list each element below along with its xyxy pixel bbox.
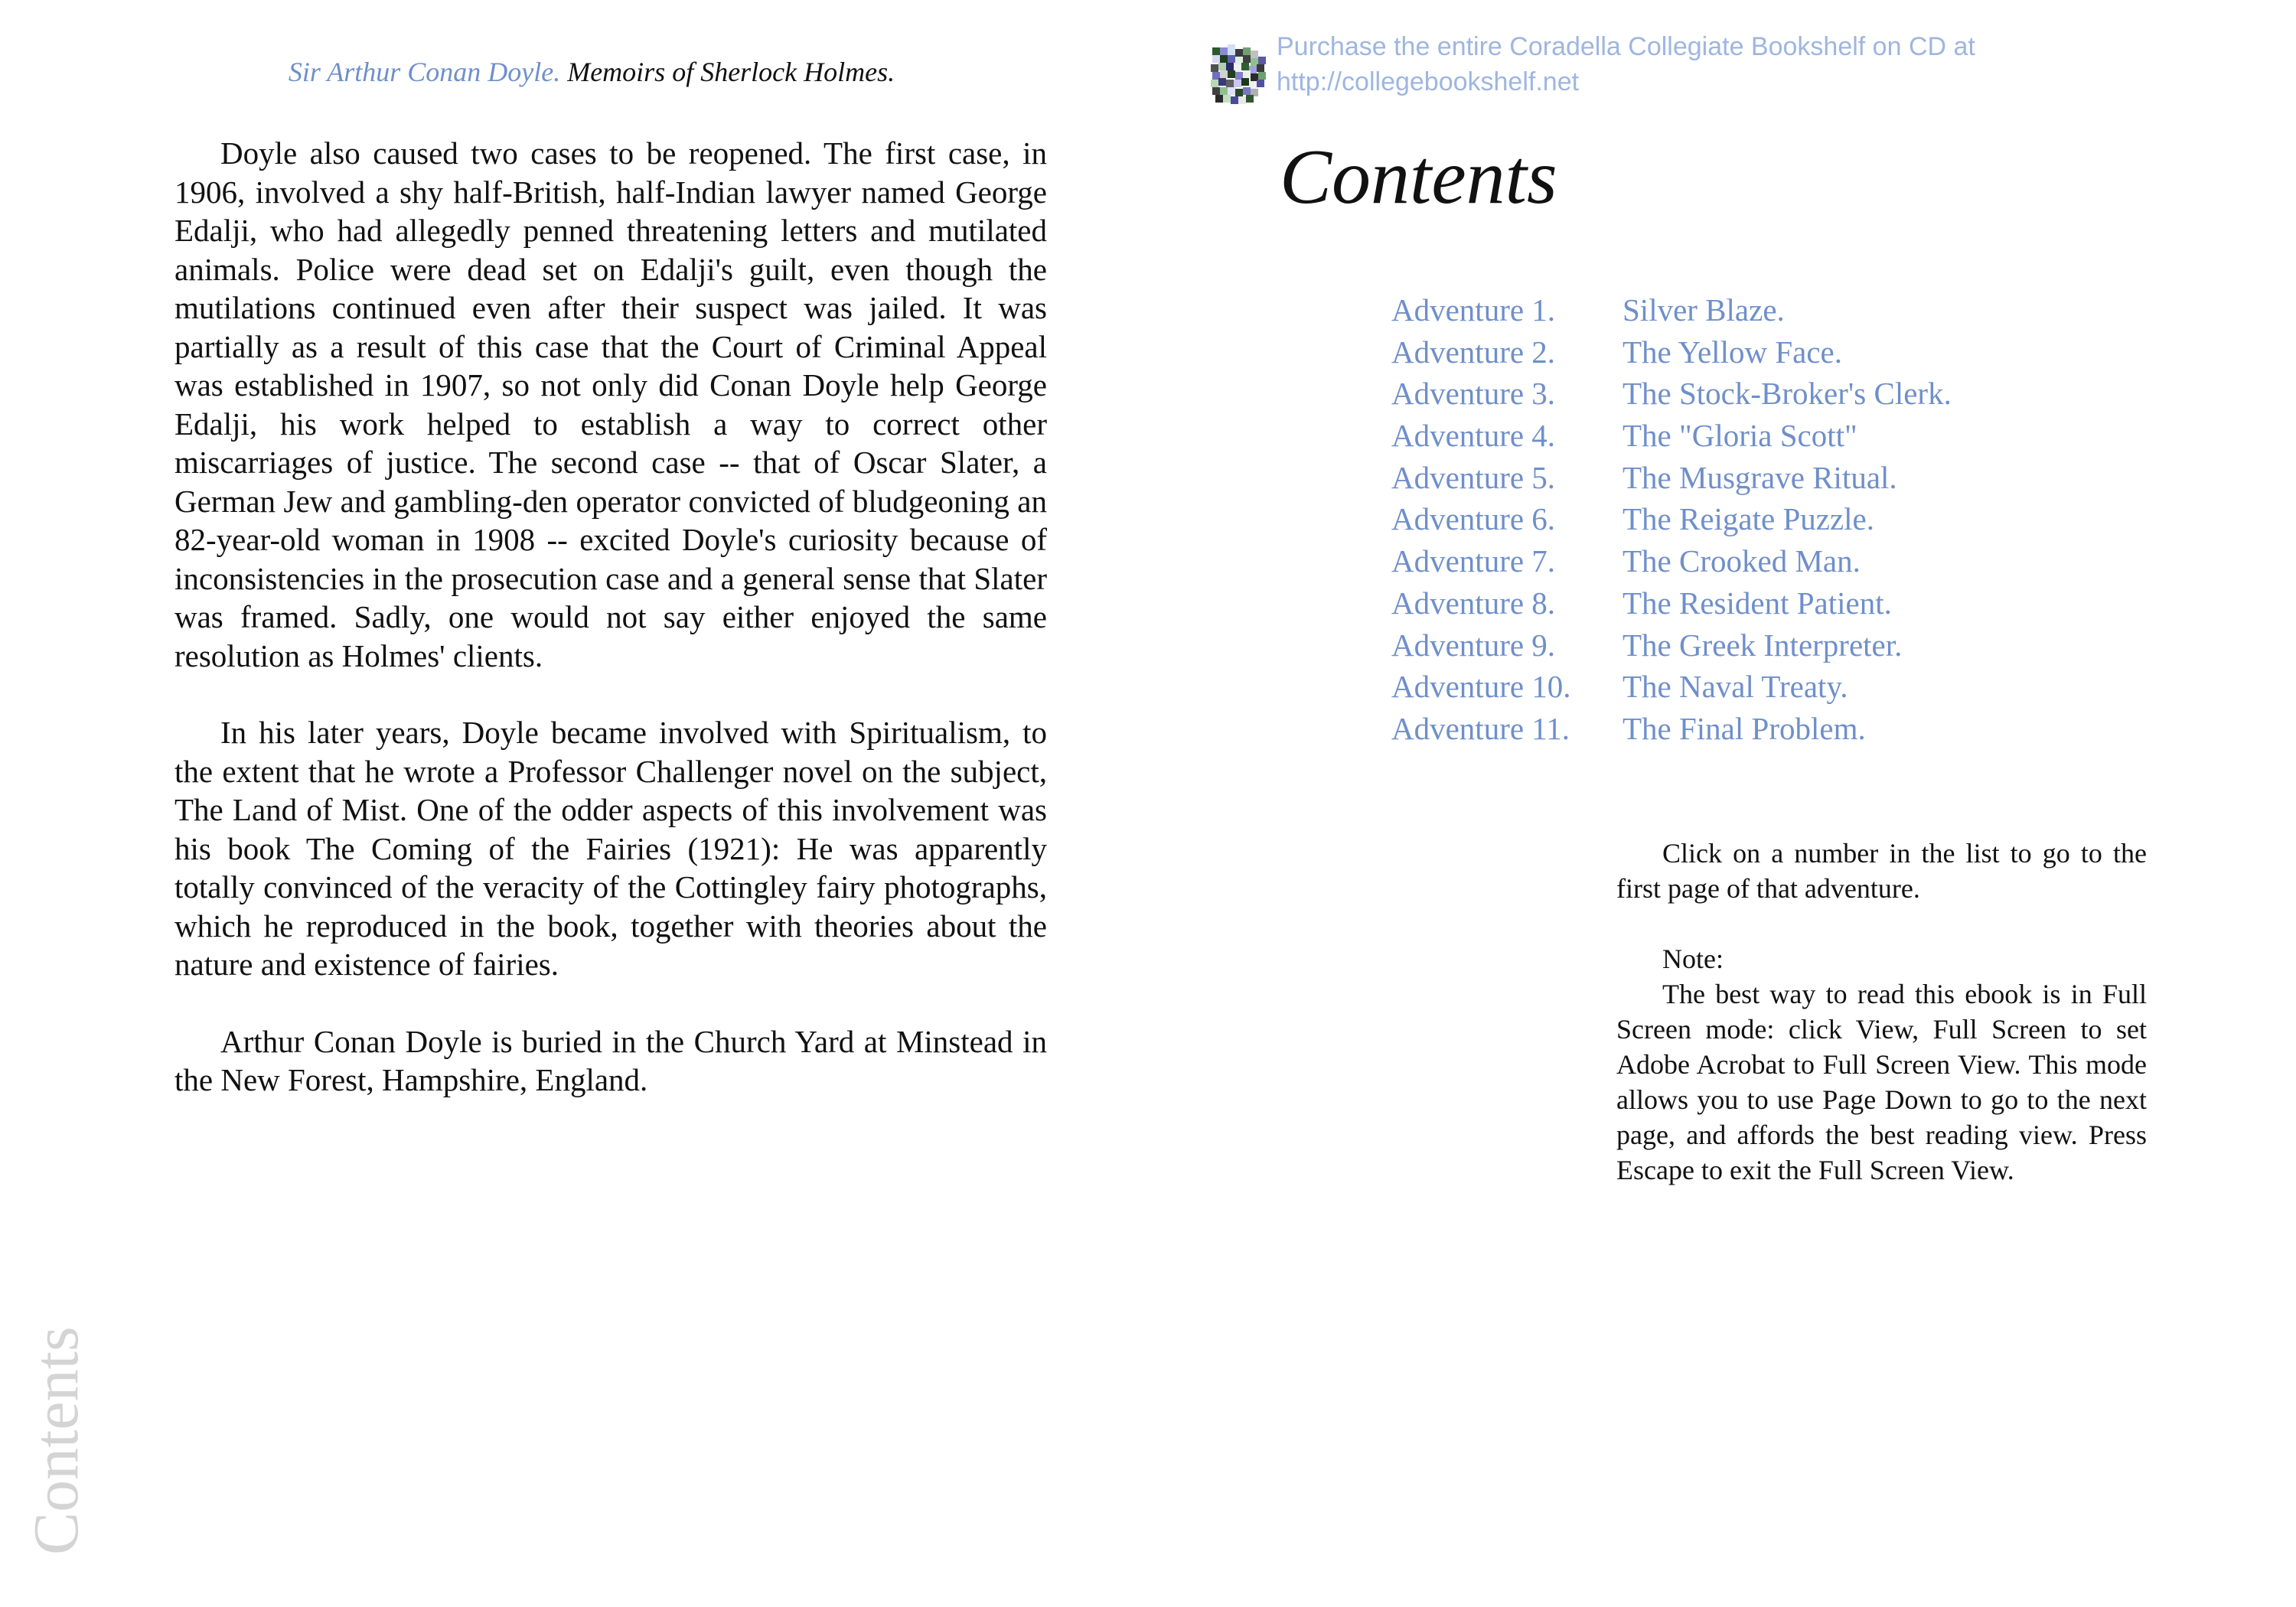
toc-title[interactable]: The Final Problem. [1623, 710, 1866, 746]
table-of-contents [1391, 289, 2080, 750]
click-hint: Click on a number in the list to go to the first page of that adventure. [1616, 838, 2147, 904]
toc-entry-8[interactable] [1391, 582, 2080, 624]
body-paragraph: In his later years, Doyle became involved with Spiritualism, to the extent that he wrote a Professor Challenger novel on the subject, The Land of Mist. One of the odder aspects of this involvement was his book The Coming of the Fairies (1921): He was apparently totally convinced of the veracity of the Cottingley fairy photographs, which he reproduced in the book, together with theories about the nature and existence of fairies. [174, 715, 1047, 982]
header-book-title: Memoirs of Sherlock Holmes. [567, 57, 895, 87]
toc-entry-10[interactable] [1391, 666, 2080, 708]
note-label: Note: [1662, 944, 1724, 974]
toc-entry-3[interactable] [1391, 373, 2080, 415]
body-text [174, 134, 1047, 1138]
body-paragraph: Doyle also caused two cases to be reopened. The first case, in 1906, involved a shy half-British, half-Indian lawyer named George Edalji, who had allegedly penned threatening letters and mutilated animals. Police were dead set on Edalji's guilt, even though the mutilations continued even after their suspect was jailed. It was partially as a result of this case that the Court of Criminal Appeal was established in 1907, so not only did Conan Doyle help George Edalji, his work helped to establish a way to correct other miscarriages of justice. The second case -- that of Oscar Slater, a German Jew and gambling-den operator convicted of bludgeoning an 82-year-old woman in 1908 -- excited Doyle's curiosity because of inconsistencies in the prosecution case and a general sense that Slater was framed. Sadly, one would not say either enjoyed the same resolution as Holmes' clients. [174, 135, 1047, 673]
note-text: The best way to read this ebook is in Full Screen mode: click View, Full Screen to set Adobe Acrobat to Full Screen View. This mode allows you to use Page Down to go to the next page, and affords the best reading view. Press Escape to exit the Full Screen View. [1616, 979, 2147, 1185]
toc-number[interactable]: Adventure 5. [1391, 459, 1556, 495]
toc-title[interactable]: Silver Blaze. [1623, 292, 1785, 328]
promo-url: http://collegebookshelf.net [1277, 67, 1580, 96]
toc-title[interactable]: The Musgrave Ritual. [1623, 459, 1897, 495]
toc-entry-9[interactable] [1391, 624, 2080, 667]
toc-title[interactable]: The Yellow Face. [1623, 334, 1842, 370]
toc-entry-11[interactable] [1391, 708, 2080, 750]
toc-entry-2[interactable] [1391, 331, 2080, 373]
bookshelf-logo-icon[interactable] [1209, 43, 1267, 106]
toc-number[interactable]: Adventure 8. [1391, 585, 1556, 621]
toc-entry-7[interactable] [1391, 540, 2080, 582]
contents-heading: Contents [1280, 134, 1557, 220]
toc-entry-6[interactable] [1391, 498, 2080, 540]
toc-number[interactable]: Adventure 1. [1391, 292, 1556, 328]
toc-title[interactable]: The Greek Interpreter. [1623, 627, 1903, 663]
toc-number[interactable]: Adventure 9. [1391, 627, 1556, 663]
header-author: Sir Arthur Conan Doyle. [288, 57, 561, 87]
promo-line-1: Purchase the entire Coradella Collegiate Bookshelf on CD at [1277, 32, 1975, 61]
body-paragraph: Arthur Conan Doyle is buried in the Church Yard at Minstead in the New Forest, Hampshire, England. [174, 1023, 1047, 1097]
side-contents-link[interactable]: Contents [21, 1326, 92, 1555]
toc-number[interactable]: Adventure 3. [1391, 376, 1556, 412]
toc-entry-5[interactable] [1391, 457, 2080, 499]
toc-entry-4[interactable] [1391, 415, 2080, 457]
promo-banner [1209, 29, 1975, 106]
running-header [0, 54, 1183, 90]
toc-title[interactable]: The "Gloria Scott" [1623, 418, 1857, 454]
toc-number[interactable]: Adventure 4. [1391, 418, 1556, 454]
toc-title[interactable]: The Stock-Broker's Clerk. [1623, 376, 1952, 412]
toc-entry-1[interactable] [1391, 289, 2080, 331]
toc-number[interactable]: Adventure 11. [1391, 710, 1570, 746]
toc-title[interactable]: The Crooked Man. [1623, 543, 1861, 579]
toc-number[interactable]: Adventure 2. [1391, 334, 1556, 370]
reading-instructions [1616, 836, 2147, 1188]
toc-title[interactable]: The Resident Patient. [1623, 585, 1892, 621]
promo-link[interactable] [1277, 29, 1975, 99]
toc-title[interactable]: The Reigate Puzzle. [1623, 501, 1875, 537]
toc-number[interactable]: Adventure 7. [1391, 543, 1556, 579]
toc-number[interactable]: Adventure 6. [1391, 501, 1556, 537]
toc-title[interactable]: The Naval Treaty. [1623, 669, 1848, 705]
toc-number[interactable]: Adventure 10. [1391, 669, 1571, 705]
